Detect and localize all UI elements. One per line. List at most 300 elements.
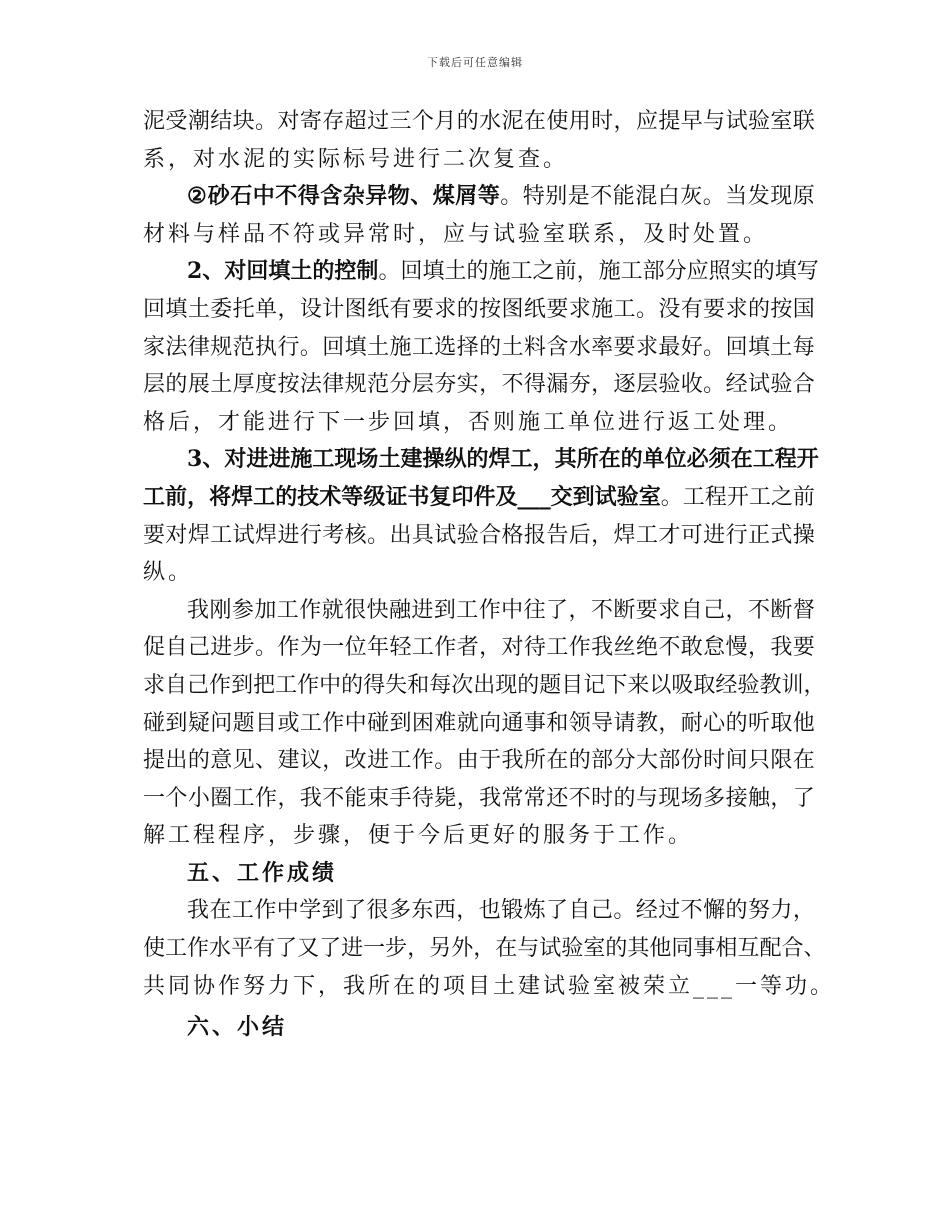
glyph: 要 bbox=[143, 522, 166, 548]
glyph: 不 bbox=[568, 785, 591, 811]
glyph: 行 bbox=[277, 334, 300, 360]
glyph: 土 bbox=[378, 446, 401, 473]
glyph: 的 bbox=[341, 672, 364, 698]
glyph: 吸 bbox=[671, 672, 694, 698]
glyph: 不 bbox=[322, 785, 345, 811]
glyph: _ bbox=[517, 483, 529, 510]
glyph: 潮 bbox=[187, 109, 210, 134]
glyph: ， bbox=[792, 898, 815, 924]
glyph: 领 bbox=[568, 710, 591, 736]
glyph: ， bbox=[187, 483, 210, 510]
glyph: 术 bbox=[319, 483, 342, 510]
glyph: 个 bbox=[165, 785, 188, 811]
glyph: 作 bbox=[209, 672, 232, 698]
glyph: 的 bbox=[165, 372, 188, 398]
glyph: 又 bbox=[297, 936, 320, 962]
glyph: 程 bbox=[774, 446, 797, 473]
glyph: 其 bbox=[554, 446, 577, 473]
glyph: 融 bbox=[388, 597, 411, 623]
glyph: 回 bbox=[246, 258, 269, 285]
glyph: 外 bbox=[451, 936, 474, 962]
glyph: 往 bbox=[523, 597, 546, 623]
glyph: 进 bbox=[277, 522, 300, 548]
glyph: 部 bbox=[642, 259, 665, 285]
glyph: 控 bbox=[334, 258, 357, 285]
glyph: 也 bbox=[478, 898, 501, 924]
glyph: 请 bbox=[613, 710, 636, 736]
glyph: 所 bbox=[576, 446, 599, 473]
glyph: 等 bbox=[341, 483, 364, 510]
glyph: 待 bbox=[411, 785, 434, 811]
glyph: 加 bbox=[254, 597, 277, 623]
glyph: 、 bbox=[255, 748, 278, 774]
glyph: 工 bbox=[143, 483, 166, 510]
glyph: 验 bbox=[561, 936, 584, 962]
glyph: 了 bbox=[546, 597, 569, 623]
text-line bbox=[143, 930, 826, 968]
glyph: 时 bbox=[591, 109, 614, 134]
glyph: 月 bbox=[434, 109, 457, 134]
glyph: 导 bbox=[591, 710, 614, 736]
glyph: 土 bbox=[501, 334, 524, 360]
glyph: 目 bbox=[255, 710, 278, 736]
glyph: 焊 bbox=[488, 446, 511, 473]
glyph: 。 bbox=[500, 184, 523, 210]
glyph: 己 bbox=[187, 635, 210, 661]
glyph: 。 bbox=[255, 635, 278, 661]
glyph: 步 bbox=[385, 936, 408, 962]
glyph: 制 bbox=[356, 258, 379, 285]
glyph: 力 bbox=[770, 898, 793, 924]
glyph: 时 bbox=[703, 748, 726, 774]
text-span: 纵。 bbox=[143, 560, 194, 586]
glyph: 回 bbox=[143, 296, 166, 322]
glyph: 土 bbox=[187, 296, 210, 322]
glyph: 刚 bbox=[209, 597, 232, 623]
glyph: 按 bbox=[479, 296, 502, 322]
glyph: 求 bbox=[658, 597, 681, 623]
glyph: 和 bbox=[546, 710, 569, 736]
glyph: 炼 bbox=[523, 898, 546, 924]
glyph: 寄 bbox=[299, 109, 322, 134]
glyph: 超 bbox=[344, 109, 367, 134]
glyph: 努 bbox=[747, 898, 770, 924]
glyph: 、 bbox=[803, 936, 826, 962]
glyph: 之 bbox=[532, 259, 555, 285]
glyph: 室 bbox=[583, 936, 606, 962]
glyph: 锻 bbox=[501, 898, 524, 924]
glyph: 进 bbox=[703, 522, 726, 548]
glyph: 操 bbox=[422, 446, 445, 473]
glyph: 必 bbox=[686, 446, 709, 473]
glyph: 用 bbox=[568, 109, 591, 134]
glyph: 水 bbox=[568, 334, 591, 360]
glyph: 验 bbox=[770, 372, 793, 398]
glyph: ， bbox=[532, 446, 555, 473]
glyph: 验 bbox=[658, 372, 681, 398]
glyph: 验 bbox=[737, 672, 760, 698]
glyph: 己 bbox=[590, 898, 613, 924]
glyph: 求 bbox=[635, 334, 658, 360]
glyph: 格 bbox=[501, 522, 524, 548]
text-line bbox=[143, 517, 815, 555]
text-line bbox=[143, 817, 815, 855]
glyph: 水 bbox=[479, 109, 502, 134]
glyph: 记 bbox=[583, 672, 606, 698]
glyph: 进 bbox=[411, 597, 434, 623]
glyph: 很 bbox=[344, 597, 367, 623]
glyph: 泥 bbox=[501, 109, 524, 134]
glyph: 具 bbox=[411, 522, 434, 548]
glyph: 印 bbox=[451, 483, 474, 510]
glyph: 行 bbox=[725, 522, 748, 548]
glyph: 的 bbox=[605, 936, 628, 962]
glyph: 自 bbox=[680, 597, 703, 623]
glyph: 施 bbox=[389, 334, 412, 360]
glyph: 工 bbox=[510, 446, 533, 473]
glyph: 不 bbox=[501, 372, 524, 398]
text-line bbox=[143, 705, 815, 743]
glyph: ， bbox=[322, 748, 345, 774]
glyph: 混 bbox=[635, 184, 658, 210]
glyph: 工 bbox=[275, 672, 298, 698]
glyph: 法 bbox=[299, 372, 322, 398]
glyph: 、 bbox=[202, 446, 225, 473]
glyph: 工 bbox=[389, 748, 412, 774]
glyph: 进 bbox=[341, 936, 364, 962]
glyph: 焊 bbox=[187, 522, 210, 548]
glyph: 困 bbox=[411, 710, 434, 736]
glyph: 程 bbox=[704, 484, 727, 510]
glyph: 规 bbox=[344, 372, 367, 398]
glyph: 了 bbox=[344, 898, 367, 924]
glyph: 出 bbox=[473, 672, 496, 698]
glyph: 存 bbox=[322, 109, 345, 134]
glyph: 块 bbox=[232, 109, 255, 134]
glyph: 交 bbox=[550, 483, 573, 510]
glyph: 逐 bbox=[613, 372, 636, 398]
glyph: 发 bbox=[747, 184, 770, 210]
glyph: 规 bbox=[210, 334, 233, 360]
glyph: 、 bbox=[410, 183, 433, 210]
glyph: 试 bbox=[232, 522, 255, 548]
glyph: 国 bbox=[792, 296, 815, 322]
glyph: 收 bbox=[680, 372, 703, 398]
glyph: 工 bbox=[299, 710, 322, 736]
glyph: 的 bbox=[479, 334, 502, 360]
glyph: 求 bbox=[434, 296, 457, 322]
glyph: 试 bbox=[594, 483, 617, 510]
glyph: 绝 bbox=[635, 635, 658, 661]
glyph: 作 bbox=[277, 635, 300, 661]
glyph: 须 bbox=[708, 446, 731, 473]
glyph: 要 bbox=[613, 334, 636, 360]
glyph: ， bbox=[747, 635, 770, 661]
glyph: 得 bbox=[363, 672, 386, 698]
glyph: 建 bbox=[277, 748, 300, 774]
glyph: 限 bbox=[770, 748, 793, 774]
glyph: 异 bbox=[365, 183, 388, 210]
glyph: ， bbox=[568, 597, 591, 623]
glyph: 题 bbox=[232, 710, 255, 736]
glyph: 年 bbox=[367, 635, 390, 661]
glyph: 毙 bbox=[434, 785, 457, 811]
glyph: 操 bbox=[792, 522, 815, 548]
glyph: 土 bbox=[444, 259, 467, 285]
glyph: 我 bbox=[770, 635, 793, 661]
glyph: 大 bbox=[635, 748, 658, 774]
section-heading bbox=[143, 1009, 815, 1047]
glyph: 者 bbox=[456, 635, 479, 661]
glyph: 题 bbox=[539, 672, 562, 698]
glyph: 作 bbox=[297, 672, 320, 698]
glyph: 其 bbox=[627, 936, 650, 962]
glyph: 填 bbox=[268, 258, 291, 285]
glyph: 在 bbox=[209, 898, 232, 924]
glyph: 图 bbox=[344, 296, 367, 322]
glyph: 不 bbox=[747, 597, 770, 623]
glyph: 提 bbox=[143, 748, 166, 774]
glyph: 件 bbox=[473, 483, 496, 510]
glyph: 作 bbox=[187, 936, 210, 962]
glyph: 每 bbox=[429, 672, 452, 698]
glyph: 不 bbox=[275, 183, 298, 210]
glyph: 部 bbox=[658, 748, 681, 774]
glyph: 与 bbox=[635, 785, 658, 811]
glyph: 促 bbox=[143, 635, 166, 661]
glyph: 施 bbox=[488, 259, 511, 285]
glyph: 配 bbox=[759, 936, 782, 962]
glyph: 作 bbox=[322, 710, 345, 736]
glyph: 只 bbox=[747, 748, 770, 774]
glyph: 范 bbox=[232, 334, 255, 360]
glyph: 水 bbox=[209, 936, 232, 962]
glyph: 次 bbox=[451, 672, 474, 698]
glyph: 砂 bbox=[207, 183, 230, 210]
glyph: 核 bbox=[344, 522, 367, 548]
glyph: 的 bbox=[466, 259, 489, 285]
glyph: 的 bbox=[517, 672, 540, 698]
glyph: ， bbox=[576, 259, 599, 285]
glyph: 照 bbox=[708, 259, 731, 285]
glyph: ， bbox=[613, 109, 636, 134]
glyph: 的 bbox=[568, 748, 591, 774]
glyph: 。 bbox=[702, 184, 725, 210]
glyph: 场 bbox=[356, 446, 379, 473]
glyph: 分 bbox=[389, 372, 412, 398]
glyph: 土 bbox=[367, 334, 390, 360]
glyph: 有 bbox=[253, 936, 276, 962]
text-line bbox=[143, 667, 826, 705]
glyph: 另 bbox=[429, 936, 452, 962]
text-line bbox=[143, 629, 815, 667]
glyph: 自 bbox=[165, 672, 188, 698]
glyph: 个 bbox=[411, 109, 434, 134]
glyph: 待 bbox=[523, 635, 546, 661]
glyph: 屑 bbox=[455, 183, 478, 210]
glyph: 触 bbox=[747, 785, 770, 811]
text-line bbox=[143, 329, 815, 367]
glyph: 技 bbox=[297, 483, 320, 510]
glyph: 等 bbox=[477, 183, 500, 210]
glyph: 使 bbox=[143, 936, 166, 962]
glyph: 失 bbox=[385, 672, 408, 698]
glyph: 是 bbox=[567, 184, 590, 210]
glyph: 纸 bbox=[523, 296, 546, 322]
glyph: 工 bbox=[165, 936, 188, 962]
glyph: 。 bbox=[635, 296, 658, 322]
glyph: ， bbox=[770, 785, 793, 811]
text-span: 系，对水泥的实际标号进行二次复查。 bbox=[143, 146, 569, 172]
glyph: 要 bbox=[546, 296, 569, 322]
glyph: 托 bbox=[232, 296, 255, 322]
glyph: 事 bbox=[693, 936, 716, 962]
glyph: 经 bbox=[715, 672, 738, 698]
glyph: 。 bbox=[703, 372, 726, 398]
glyph: 场 bbox=[680, 785, 703, 811]
glyph: 步 bbox=[232, 635, 255, 661]
glyph: 回 bbox=[725, 334, 748, 360]
glyph: 我 bbox=[299, 785, 322, 811]
glyph: 常 bbox=[501, 785, 524, 811]
glyph: 早 bbox=[680, 109, 703, 134]
glyph: 。 bbox=[378, 259, 401, 285]
glyph: 煤 bbox=[432, 183, 455, 210]
glyph: 对 bbox=[224, 258, 247, 285]
heading-text: 五、工作成绩 bbox=[187, 859, 338, 886]
text-line bbox=[143, 892, 815, 930]
glyph: 不 bbox=[658, 635, 681, 661]
glyph: 回 bbox=[322, 334, 345, 360]
glyph: 难 bbox=[434, 710, 457, 736]
glyph: 合 bbox=[479, 522, 502, 548]
glyph: 了 bbox=[546, 898, 569, 924]
text-span: 格后，才能进行下一步回填，否则施工单位进行返工处理。 bbox=[143, 409, 794, 435]
text-line bbox=[143, 103, 815, 141]
glyph: 焊 bbox=[255, 522, 278, 548]
glyph: ， bbox=[277, 296, 300, 322]
glyph: 以 bbox=[649, 672, 672, 698]
text-line bbox=[143, 291, 815, 329]
glyph: 求 bbox=[143, 672, 166, 698]
glyph: 学 bbox=[299, 898, 322, 924]
glyph: 分 bbox=[613, 748, 636, 774]
glyph: 现 bbox=[770, 184, 793, 210]
glyph: 厚 bbox=[232, 372, 255, 398]
glyph: 夯 bbox=[434, 372, 457, 398]
glyph: 到 bbox=[572, 483, 595, 510]
glyph: 心 bbox=[703, 710, 726, 736]
glyph: ， bbox=[479, 635, 502, 661]
heading-text: 六、小结 bbox=[187, 1014, 288, 1041]
glyph: 现 bbox=[495, 672, 518, 698]
glyph: 懈 bbox=[703, 898, 726, 924]
glyph: 一 bbox=[143, 785, 166, 811]
glyph: 物 bbox=[387, 183, 410, 210]
glyph: 相 bbox=[715, 936, 738, 962]
glyph: 回 bbox=[400, 259, 423, 285]
glyph: 很 bbox=[366, 898, 389, 924]
glyph: 工 bbox=[411, 635, 434, 661]
glyph: 。 bbox=[255, 109, 278, 134]
glyph: 前 bbox=[792, 484, 815, 510]
glyph: 家 bbox=[143, 334, 166, 360]
glyph: 教 bbox=[635, 710, 658, 736]
text-line bbox=[143, 554, 815, 592]
glyph: 敢 bbox=[680, 635, 703, 661]
glyph: 对 bbox=[165, 522, 188, 548]
glyph: 计 bbox=[322, 296, 345, 322]
glyph: 试 bbox=[725, 109, 748, 134]
text-line bbox=[143, 216, 815, 254]
glyph: 工 bbox=[620, 259, 643, 285]
glyph: 过 bbox=[658, 898, 681, 924]
glyph: 填 bbox=[422, 259, 445, 285]
glyph: 到 bbox=[231, 672, 254, 698]
glyph: 下 bbox=[605, 672, 628, 698]
glyph: 的 bbox=[275, 483, 298, 510]
glyph: 多 bbox=[703, 785, 726, 811]
glyph: 应 bbox=[686, 259, 709, 285]
glyph: ， bbox=[456, 898, 479, 924]
glyph: 设 bbox=[299, 296, 322, 322]
glyph: 单 bbox=[642, 446, 665, 473]
glyph: 工 bbox=[231, 898, 254, 924]
glyph: 见 bbox=[232, 748, 255, 774]
glyph: 验 bbox=[456, 522, 479, 548]
glyph: 层 bbox=[635, 372, 658, 398]
glyph: 求 bbox=[725, 296, 748, 322]
glyph: 份 bbox=[680, 748, 703, 774]
glyph: 复 bbox=[429, 483, 452, 510]
glyph: 建 bbox=[400, 446, 423, 473]
glyph: ， bbox=[591, 522, 614, 548]
glyph: 时 bbox=[591, 785, 614, 811]
glyph: 问 bbox=[210, 710, 233, 736]
glyph: 施 bbox=[598, 259, 621, 285]
glyph: 接 bbox=[725, 785, 748, 811]
glyph: 得 bbox=[523, 372, 546, 398]
glyph: 式 bbox=[770, 522, 793, 548]
glyph: 在 bbox=[523, 109, 546, 134]
glyph: 己 bbox=[187, 672, 210, 698]
glyph: 的 bbox=[466, 446, 489, 473]
glyph: 泥 bbox=[143, 109, 166, 134]
glyph: 训 bbox=[781, 672, 804, 698]
text-line bbox=[143, 742, 815, 780]
glyph: 工 bbox=[253, 483, 276, 510]
glyph: 把 bbox=[253, 672, 276, 698]
glyph: 应 bbox=[635, 109, 658, 134]
glyph: 告 bbox=[546, 522, 569, 548]
glyph: 土 bbox=[210, 372, 233, 398]
text-line bbox=[143, 366, 815, 404]
glyph: ， bbox=[803, 672, 826, 698]
glyph: 范 bbox=[367, 372, 390, 398]
glyph: 的 bbox=[620, 446, 643, 473]
glyph: 小 bbox=[187, 785, 210, 811]
glyph: 到 bbox=[321, 898, 344, 924]
glyph: 由 bbox=[456, 748, 479, 774]
glyph: 合 bbox=[792, 372, 815, 398]
text-line bbox=[143, 780, 815, 818]
glyph: 位 bbox=[344, 635, 367, 661]
glyph: 要 bbox=[703, 296, 726, 322]
glyph: 自 bbox=[165, 635, 188, 661]
glyph: 原 bbox=[792, 184, 815, 210]
glyph: 使 bbox=[546, 109, 569, 134]
glyph: 漏 bbox=[546, 372, 569, 398]
